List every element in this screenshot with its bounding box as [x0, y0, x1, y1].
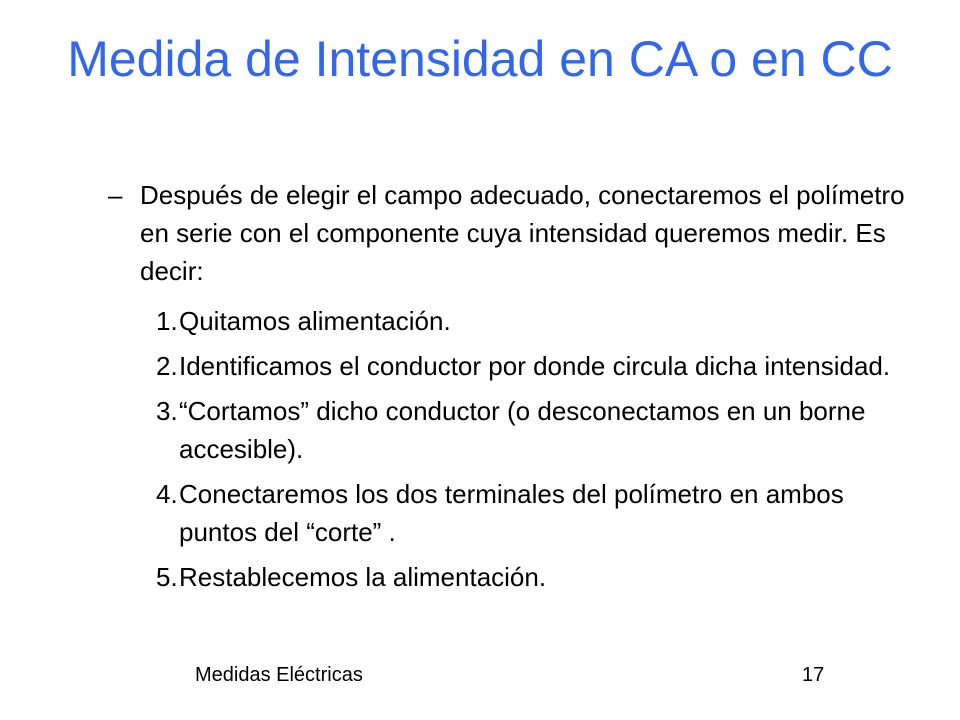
list-item — [156, 558, 906, 596]
step-number: 5. — [156, 562, 178, 592]
step-text: Restablecemos la alimentación. — [179, 562, 547, 592]
footer-text: Medidas Eléctricas — [195, 664, 363, 686]
list-item — [156, 302, 906, 340]
step-number: 4. — [156, 479, 178, 509]
step-text: Conectaremos los dos terminales del polímetro en ambos puntos del “corte” . — [179, 479, 844, 547]
page-number: 17 — [802, 664, 825, 686]
steps-list — [156, 302, 906, 603]
list-item — [156, 392, 906, 468]
list-item — [156, 475, 906, 551]
dash-bullet: – — [108, 180, 123, 210]
step-number: 3. — [156, 396, 178, 426]
step-number: 1. — [156, 306, 178, 336]
slide-title: Medida de Intensidad en CA o en CC — [67, 31, 893, 87]
step-number: 2. — [156, 351, 178, 381]
intro-paragraph — [108, 176, 908, 290]
step-text: “Cortamos” dicho conductor (o desconectamos en un borne accesible). — [179, 396, 866, 464]
intro-text: Después de elegir el campo adecuado, conectaremos el polímetro en serie con el componente cuya intensidad queremos medir. Es decir: — [140, 180, 905, 286]
step-text: Identificamos el conductor por donde circula dicha intensidad. — [179, 351, 891, 381]
step-text: Quitamos alimentación. — [179, 306, 451, 336]
list-item — [156, 347, 906, 385]
